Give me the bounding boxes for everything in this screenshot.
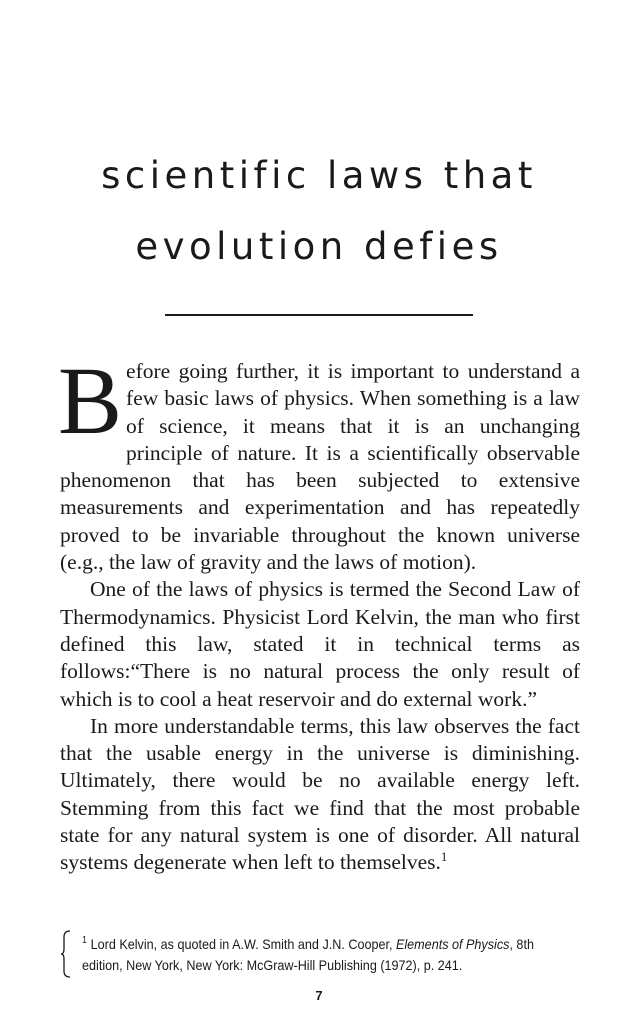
footnote [60, 930, 580, 980]
chapter-title-line-2: evolution defies [135, 225, 503, 268]
footnote-text-before: Lord Kelvin, as quoted in A.W. Smith and J.N. Cooper, [90, 936, 396, 952]
paragraph-1 [58, 347, 580, 576]
footnote-brace-icon [60, 930, 72, 978]
footnote-number: 1 [82, 935, 88, 947]
footnote-book-title: Elements of Physics [395, 936, 510, 952]
drop-cap: B [58, 347, 123, 454]
footnote-text-after: , 8th edition, New York, New York: McGraw-Hill Publishing (1972), p. 241. [82, 936, 534, 973]
paragraph-2: One of the laws of physics is termed the Second Law of Thermodynamics. Physicist Lord Kelvin, the man who first defined this law, stated it in technical terms as follows:“There is no natural process the only result of which is to cool a heat reservoir and do external work.” [60, 577, 580, 711]
paragraph-3 [60, 713, 580, 877]
page-number: 7 [315, 988, 323, 1003]
title-divider [165, 314, 473, 316]
footnote-text [82, 934, 573, 976]
chapter-title-line-1: scientific laws that [101, 154, 537, 197]
footnote-reference[interactable]: 1 [440, 849, 448, 865]
paragraph-3-text: In more understandable terms, this law observes the fact that the usable energy in the universe is diminishing. Ultimately, there would be no available energy left. Stemming from this fact we find that the most probable state for any natural system is one of disorder. All natural systems degenerate when left to themselves. [60, 713, 580, 875]
body-text [58, 347, 580, 877]
paragraph-1-text: efore going further, it is important to understand a few basic laws of physics. When something is a law of science, it means that it is an unchanging principle of nature. It is a scientifically observable phenomenon that has been subjected to extensive measurements and experimentation and has repeatedly proved to be invariable throughout the known universe (e.g., the law of gravity and the laws of motion). [60, 359, 580, 575]
